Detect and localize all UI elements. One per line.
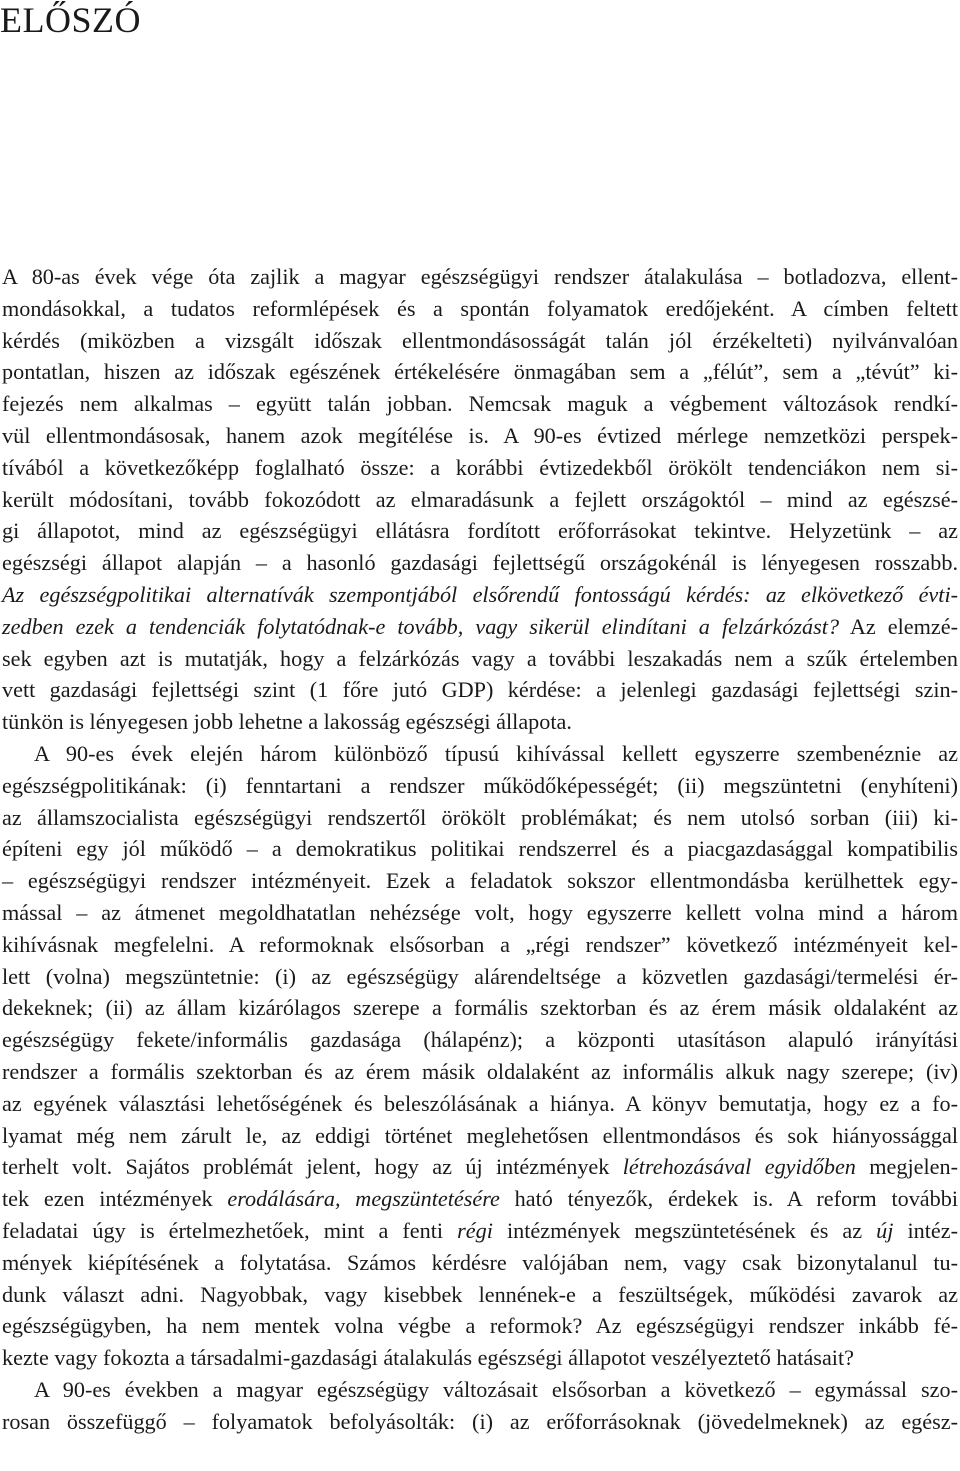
text-span: intéz- — [893, 1217, 958, 1243]
text-line: egészségügyben, ha nem mentek volna végbe a reformok? Az egészségügyi rendszer inkább fé- — [2, 1313, 958, 1339]
text-line: építeni egy jól működő – a demokratikus politikai rendszerrel és a piacgazdasággal kompatibilis — [2, 836, 958, 862]
text-line: A 90-es évek elején három különböző típusú kihívással kellett egyszerre szembenéznie az — [34, 740, 958, 766]
preface-body — [2, 261, 958, 1437]
text-line: rosan összefüggő – folyamatok befolyásolták: (i) az erőforrásoknak (jövedelmeknek) az egész- — [2, 1408, 958, 1434]
text-line: az egyének választási lehetőségének és beleszólásának a hiánya. A könyv bemutatja, hogy ez a fo- — [2, 1090, 958, 1116]
paragraph-2 — [2, 738, 958, 1374]
text-line: pontatlan, hiszen az időszak egészének értékelésére önmagában sem a „félút”, sem a „tévút” ki- — [2, 359, 958, 385]
text-line: – egészségügyi rendszer intézményeit. Ezek a feladatok sokszor ellentmondásba kerülhettek egy- — [2, 868, 958, 894]
text-line: rendszer a formális szektorban és az érem másik oldalaként az informális alkuk nagy szerepe; (iv) — [2, 1058, 958, 1084]
text-line: A 80-as évek vége óta zajlik a magyar egészségügyi rendszer átalakulása – botladozva, ellent- — [2, 264, 958, 289]
emphasis: Az egészségpolitikai alternatívák szempontjából elsőrendű fontosságú kérdés: az elkövetkező évti- — [2, 581, 958, 607]
text-line: gi állapotot, mind az egészségügyi ellátásra fordított erőforrásokat tekintve. Helyzetünk – az — [2, 518, 958, 544]
text-line-mixed — [2, 1183, 958, 1215]
text-line: egészségügy fekete/informális gazdasága (hálapénz); a központi utasításon alapuló irányítási — [2, 1027, 958, 1053]
text-line: sek egyben azt is mutatják, hogy a felzárkózás vagy a további leszakadás nem a szűk értelemben — [2, 645, 958, 671]
text-line-mixed — [2, 611, 958, 643]
text-line: lyamat még nem zárult le, az eddigi történet meglehetősen ellentmondásos és sok hiányossággal — [2, 1122, 958, 1148]
text-span: tek ezen intézmények — [2, 1186, 228, 1212]
text-line: fejezés nem alkalmas – együtt talán jobban. Nemcsak maguk a végbement változások rendkí- — [2, 391, 958, 417]
text-span: feladatai úgy is értelmezhetőek, mint a fenti — [2, 1217, 458, 1243]
emphasis: erodálására, megszüntetésére — [227, 1186, 500, 1212]
text-line: A 90-es években a magyar egészségügy változásait elsősorban a következő – egymással szo- — [34, 1376, 958, 1402]
emphasis: zedben ezek a tendenciák folytatódnak-e tovább, vagy sikerül elindítani a felzárkózást? — [2, 613, 840, 639]
text-line: vül ellentmondásosak, hanem azok megítélése is. A 90-es évtized mérlege nemzetközi perspek- — [2, 422, 958, 448]
paragraph-3 — [2, 1374, 958, 1438]
text-line: egészségpolitikának: (i) fenntartani a rendszer működőképességét; (ii) megszüntetni (enyhíteni) — [2, 772, 958, 798]
text-line-mixed — [2, 1151, 958, 1183]
text-line: mondásokkal, a tudatos reformlépések és a spontán folyamatok eredőjeként. A címben feltett — [2, 295, 958, 321]
text-line: tünkön is lényegesen jobb lehetne a lakosság egészségi állapota. — [2, 709, 572, 735]
text-line: kérdés (miközben a vizsgált időszak ellentmondásosságát talán jól érzékelteti) nyilvánvalóan — [2, 327, 958, 353]
text-line: került módosítani, tovább fokozódott az elmaradásunk a fejlett országoktól – mind az egészsé- — [2, 486, 958, 512]
page-title: ELŐSZÓ — [0, 0, 141, 40]
text-line-italic — [2, 579, 958, 611]
text-line: lett (volna) megszüntetnie: (i) az egészségügy alárendeltsége a közvetlen gazdasági/termelési ér- — [2, 963, 958, 989]
text-span: ható tényezők, érdekek is. A reform további — [499, 1186, 958, 1212]
text-line: mények kiépítésének a folytatása. Számos kérdésre valójában nem, vagy csak bizonytalanul tu- — [2, 1249, 958, 1275]
emphasis: létrehozásával egyidőben — [622, 1154, 856, 1180]
text-line: egészségi állapot alapján – a hasonló gazdasági fejlettségű országokénál is lényegesen rosszabb. — [2, 550, 958, 576]
text-line: tívából a következőképp foglalható össze: a korábbi évtizedekből örökölt tendenciákon nem si- — [2, 454, 958, 480]
emphasis: régi — [457, 1217, 493, 1243]
text-line: dekeknek; (ii) az állam kizárólagos szerepe a formális szektorban és az érem másik oldalaként az — [2, 995, 958, 1021]
paragraph-1 — [2, 261, 958, 738]
text-span: terhelt volt. Sajátos problémát jelent, hogy az új intézmények — [2, 1154, 623, 1180]
text-line: dunk választ adni. Nagyobbak, vagy kisebbek lennének-e a feszültségek, működési zavarok az — [2, 1281, 958, 1307]
text-line: kezte vagy fokozta a társadalmi-gazdasági átalakulás egészségi állapotot veszélyeztető hatásait? — [2, 1345, 854, 1371]
text-span: megjelen- — [855, 1154, 958, 1180]
text-line: kihívásnak megfelelni. A reformoknak elsősorban a „régi rendszer” következő intézményeit kel- — [2, 931, 958, 957]
emphasis: új — [876, 1217, 894, 1243]
text-line: az államszocialista egészségügyi rendszertől örökölt problémákat; és nem utolsó sorban (iii) ki- — [2, 804, 958, 830]
text-line: vett gazdasági fejlettségi szint (1 főre jutó GDP) kérdése: a jelenlegi gazdasági fejlettségi szin- — [2, 677, 958, 703]
text-span: intézmények megszüntetésének és az — [492, 1217, 877, 1243]
text-span: Az elemzé- — [839, 613, 958, 639]
text-line-mixed — [2, 1215, 958, 1247]
text-line: mással – az átmenet megoldhatatlan nehézsége volt, hogy egyszerre kellett volna mind a három — [2, 899, 958, 925]
